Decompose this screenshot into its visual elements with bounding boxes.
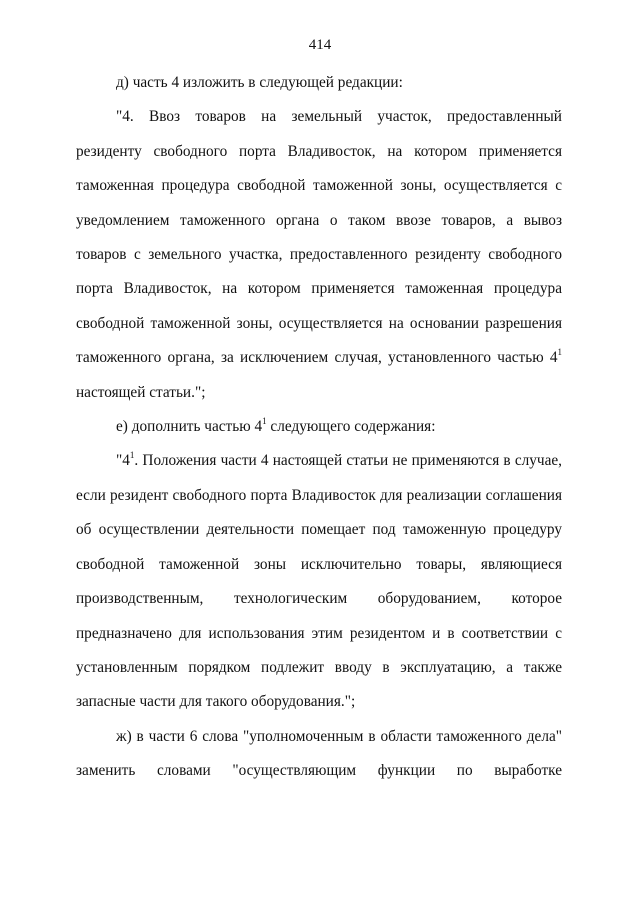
page-number: 414 — [308, 37, 332, 53]
paragraph-part-4 — [76, 100, 562, 410]
paragraph-part-4-1-start: "4 — [116, 452, 130, 470]
paragraph-part-4-1-text: . Положения части 4 настоящей статьи не применяются в случае, если резидент свободного порта Владивосток для реализации соглашения об осуществлении деятельности помещает под таможенную процедуру свободной таможенной зоны исключительно товары, являющиеся производственным, технологическим оборудованием, которое предназначено для использования этим резидентом и в соответствии с установленным порядком подлежит вводу в эксплуатацию, а также запасные части для такого оборудования."; — [76, 452, 562, 711]
paragraph-part-4-text: "4. Ввоз товаров на земельный участок, предоставленный резиденту свободного порта Владивосток, на котором применяется таможенная процедура свободной таможенной зоны, осуществляется с уведомлением таможенного органа о таком ввозе товаров, а вывоз товаров с земельного участка, предоставленного резиденту свободного порта Владивосток, на котором применяется таможенная процедура свободной таможенной зоны, осуществляется на основании разрешения таможенного органа, за исключением случая, установленного частью 4 — [76, 108, 562, 367]
paragraph-e-text: е) дополнить частью 4 — [116, 418, 263, 436]
document-body — [76, 66, 562, 789]
paragraph-zh-text: ж) в части 6 слова "уполномоченным в области таможенного дела" заменить словами "осуществляющим функции по выработке — [76, 727, 562, 780]
paragraph-part-4-1 — [76, 444, 562, 719]
paragraph-d — [76, 66, 562, 100]
paragraph-zh — [76, 720, 562, 789]
superscript-1: 1 — [557, 347, 562, 358]
superscript-1: 1 — [262, 416, 267, 427]
paragraph-e — [76, 410, 562, 444]
paragraph-d-text: д) часть 4 изложить в следующей редакции: — [116, 74, 403, 91]
superscript-1: 1 — [129, 450, 135, 461]
paragraph-part-4-end: настоящей статьи."; — [76, 383, 206, 401]
paragraph-e-end: следующего содержания: — [266, 418, 436, 436]
